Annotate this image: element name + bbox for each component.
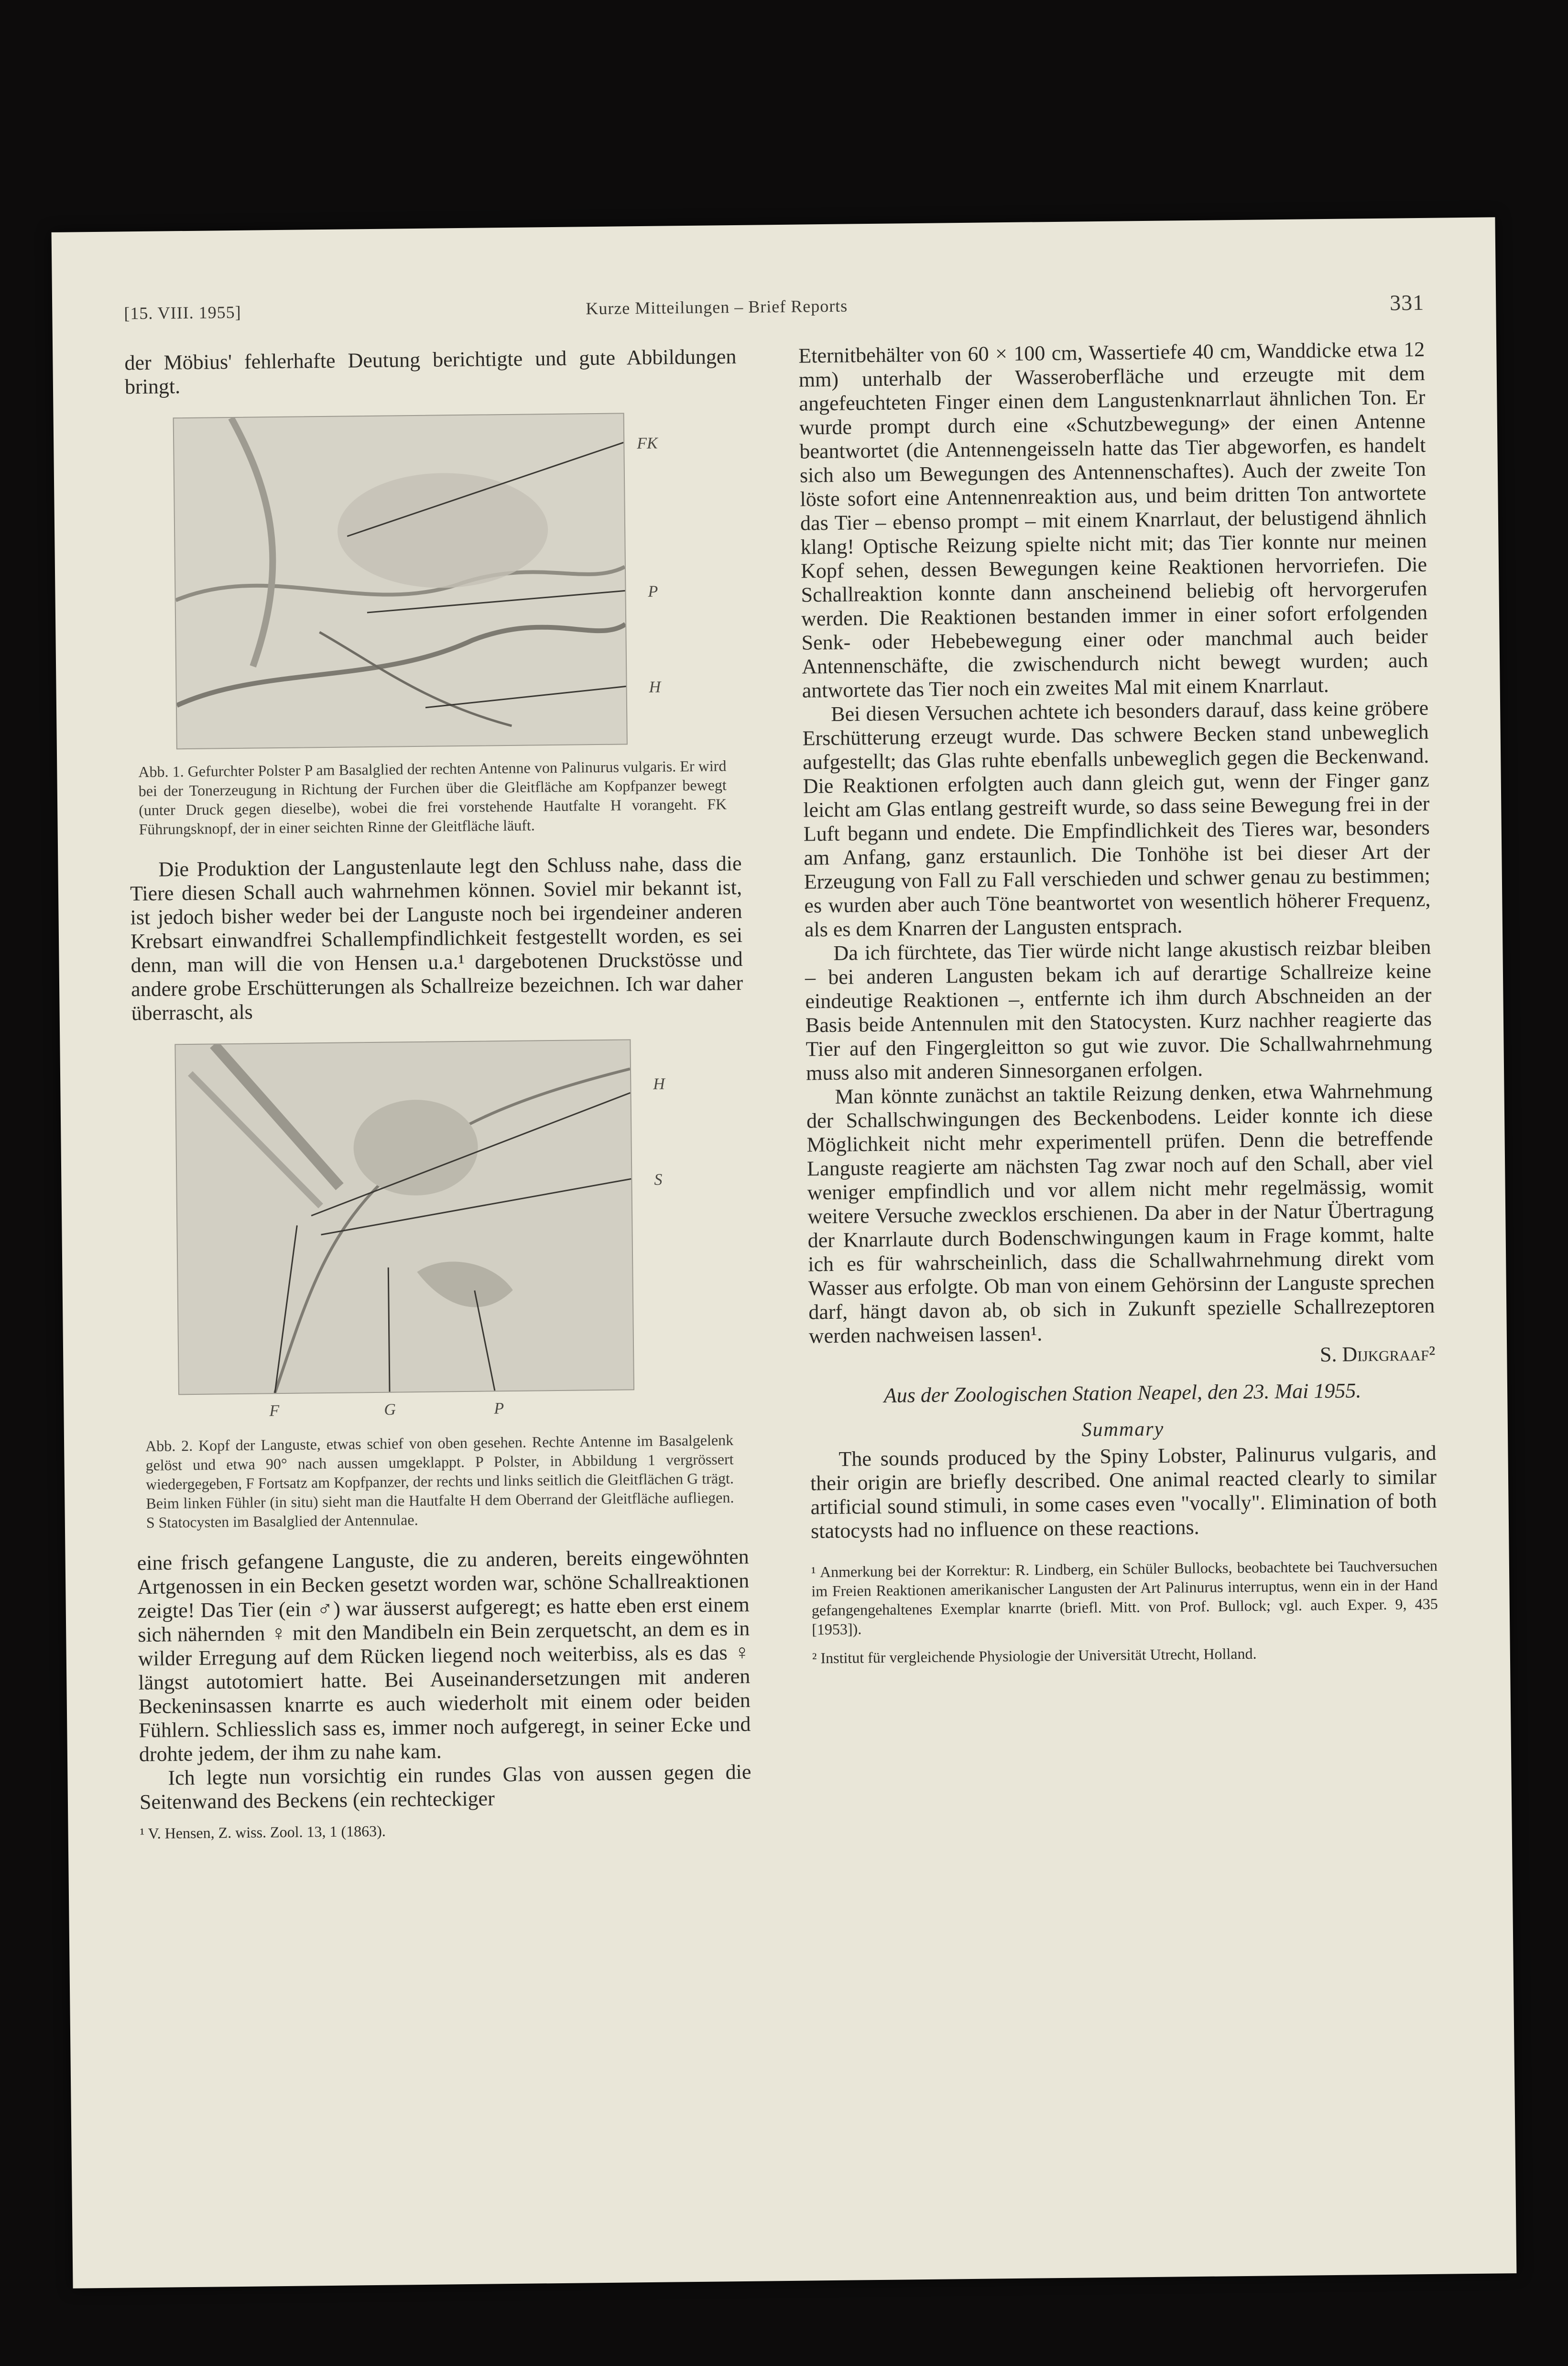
figure-2-label: G xyxy=(384,1401,396,1419)
paragraph: Da ich fürchtete, das Tier würde nicht lange akustisch reizbar bleiben – bei anderen Langusten bekam ich auf derartige Schallreize keine eindeutige Reaktionen –, entfernte ich ihm durch Abschneiden an der Basis beide Antennulen mit den Statocysten. Kurz nachher reagierte das Tier auf den Fingergleitton so gut wie zuvor. Die Schallwahrnehmung muss also mit anderen Sinnesorganen erfolgen. xyxy=(805,935,1432,1085)
institution-line: Aus der Zoologischen Station Neapel, den 23. Mai 1955. xyxy=(883,1379,1361,1407)
paragraph: Bei diesen Versuchen achtete ich besonders darauf, dass keine gröbere Erschütterung erzeugt wurde. Das schwere Becken stand unbeweglich aufgestellt; das Glas ruhte ebenfalls unbeweglich gegen die Beckenwand. Die Reaktionen erfolgten auch dann gleich gut, wenn der Finger ganz leicht am Glas entlang gestreift wurde, so dass seine Bewegung frei in der Luft begann und endete. Die Empfindlichkeit des Tieres war, besonders am Anfang, ganz erstaunlich. Die Tonhöhe ist bei dieser Art der Erzeugung von Fall zu Fall verschieden und schwer genau zu bestimmen; es wurden aber auch Töne beantwortet von wesentlich höherer Frequenz, als es dem Knarren der Langusten entsprach. xyxy=(802,696,1431,942)
figure-2-caption: Abb. 2. Kopf der Languste, etwas schief von oben gesehen. Rechte Antenne im Basalgelenk gelöst und etwa 90° nach aussen umgeklappt. P Polster, in Abbildung 1 vergrössert wiedergegeben, F Fortsatz am Kopfpanzer, der rechts und links seitlich die Gleitflächen G trägt. Beim linken Fühler (in situ) sieht man die Hautfalte H dem Oberrand der Gleitfläche aufliegen. S Statocysten im Basalglied der Antennulae. xyxy=(145,1431,734,1532)
figure-1-caption: Abb. 1. Gefurchter Polster P am Basalglied der rechten Antenne von Palinurus vulgaris. Er wird bei der Tonerzeugung in Richtung der Furchen über die Gleitfläche am Kopfpanzer bewegt (unter Druck gegen dieselbe), wobei die frei vorstehende Hautfalte H vorangeht. FK Führungsknopf, der in einer seichten Rinne der Gleitfläche läuft. xyxy=(138,757,727,838)
footnote: ¹ Anmerkung bei der Korrektur: R. Lindberg, ein Schüler Bullocks, beobachtete bei Tauchversuchen im Freien Reaktionen amerikanischer Langusten der Art Palinurus interruptus, wenn ein in der Hand gefangengehaltenes Exemplar knarrte (briefl. Mitt. von Prof. Bullock; vgl. auch Exper. 9, 435 [1953]). xyxy=(811,1556,1438,1638)
author-signature: S. Dijkgraaf² xyxy=(1319,1341,1436,1367)
figure-2-label: H xyxy=(653,1075,665,1093)
paragraph: Die Produktion der Langustenlaute legt den Schluss nahe, dass die Tiere diesen Schall auch wahrnehmen können. Soviel mir bekannt ist, ist jedoch bisher weder bei der Languste noch bei irgendeiner anderen Krebsart einwandfrei Schallempfindlichkeit festgestellt worden, es sei denn, man will die von Hensen u.a.¹ dargebotenen Druckstösse und andere grobe Erschütterungen als Schallreize bezeichnen. Ich war daher überrascht, als xyxy=(130,851,743,1025)
paragraph: Eternitbehälter von 60 × 100 cm, Wassertiefe 40 cm, Wanddicke etwa 12 mm) unterhalb der Wasseroberfläche und erzeugte mit dem angefeuchteten Finger einen dem Langustenknarrlaut ähnlichen Ton. Er wurde prompt durch eine «Schutzbewegung» der einen Antenne beantwortet (die Antennengeisseln hatte das Tier abgeworfen, es handelt sich also um Bewegungen des Antennenschaftes). Auch der zweite Ton löste sofort eine Antennenreaktion aus, und beim dritten Ton antwortete das Tier – ebenso prompt – mit einem Knarrlaut, der belustigend ähnlich klang! Optische Reizung spielte nicht mit; das Tier konnte nur meinen Kopf sehen, dessen Bewegungen keine Reaktionen hervorriefen. Die Schallreaktion konnte dann anscheinend beliebig oft hervorgerufen werden. Die Reaktionen bestanden immer in einer sofort erfolgenden Senk- oder Hebebewegung einer oder manchmal auch beider Antennenschäfte, die zwischendurch nicht bewegt wurden; auch antwortete das Tier noch ein zweites Mal mit einem Knarrlaut. xyxy=(798,337,1428,702)
left-column xyxy=(124,345,752,1843)
footnote: ¹ V. Hensen, Z. wiss. Zool. 13, 1 (1863). xyxy=(140,1822,386,1842)
right-column xyxy=(798,338,1438,1668)
paragraph: Man könnte zunächst an taktile Reizung denken, etwa Wahrnehmung der Schallschwingungen des Beckenbodens. Leider konnte ich diese Möglichkeit nicht mehr experimentell prüfen. Denn die betreffende Languste reagierte am nächsten Tag zwar noch auf den Schall, aber viel weniger empfindlich und vor allem nicht mehr regelmässig, womit weitere Versuche zwecklos erschienen. Da aber in der Natur Übertragung der Knarrlaute durch Bodenschwingungen kaum in Frage kommt, halte ich es für wahrscheinlich, dass die Schallwahrnehmung direkt vom Wasser aus erfolgte. Ob man von einem Gehörsinn der Languste sprechen darf, hängt davon ab, ob sich in Zukunft spezielle Schallrezeptoren werden nachweisen lassen¹. xyxy=(806,1078,1435,1348)
journal-page xyxy=(52,217,1517,2288)
figure-2-photo xyxy=(174,1039,634,1395)
figure-2-label: P xyxy=(494,1400,504,1418)
paragraph: Ich legte nun vorsichtig ein rundes Glas von aussen gegen die Seitenwand des Beckens (ein rechteckiger xyxy=(139,1760,751,1814)
figure-1-label: H xyxy=(649,678,661,696)
figure-1-photo xyxy=(173,413,628,749)
figure-2 xyxy=(174,1039,685,1426)
paragraph: der Möbius' fehlerhafte Deutung berichtigte und gute Abbildungen bringt. xyxy=(124,344,737,399)
section-title: Kurze Mitteilungen – Brief Reports xyxy=(586,296,848,318)
figure-1-drawing xyxy=(174,414,627,748)
page-number: 331 xyxy=(1389,290,1425,315)
figure-1-label: P xyxy=(648,582,658,601)
figure-2-drawing xyxy=(175,1040,633,1394)
figure-2-label: F xyxy=(269,1402,280,1420)
figure-1 xyxy=(173,412,683,752)
footnote: ² Institut für vergleichende Physiologie der Universität Utrecht, Holland. xyxy=(812,1644,1257,1667)
figure-2-label: S xyxy=(654,1171,663,1189)
issue-date: [15. VIII. 1955] xyxy=(124,302,241,323)
summary-title: Summary xyxy=(1081,1418,1165,1441)
summary-text: The sounds produced by the Spiny Lobster, Palinurus vulgaris, and their origin are briefly described. One animal reacted clearly to similar artificial sound stimuli, in some cases even "vocally". Elimination of both statocysts had no influence on these reactions. xyxy=(810,1441,1437,1543)
paragraph: eine frisch gefangene Languste, die zu anderen, bereits eingewöhnten Artgenossen in ein Becken gesetzt worden war, schöne Schallreaktionen zeigte! Das Tier (ein ♂) war äusserst aufgeregt; es hatte eben erst einem sich nähernden ♀ mit den Mandibeln ein Bein zerquetscht, an dem es in wilder Erregung auf dem Rücken liegend noch weiterbiss, als es das ♀ längst autotomiert hatte. Bei Auseinandersetzungen mit anderen Beckeninsassen knarrte es auch wiederholt mit einem oder beiden Fühlern. Schliesslich sass es, immer noch aufgeregt, in seiner Ecke und drohte jedem, der ihm zu nahe kam. xyxy=(137,1544,751,1766)
figure-1-label: FK xyxy=(637,434,658,453)
